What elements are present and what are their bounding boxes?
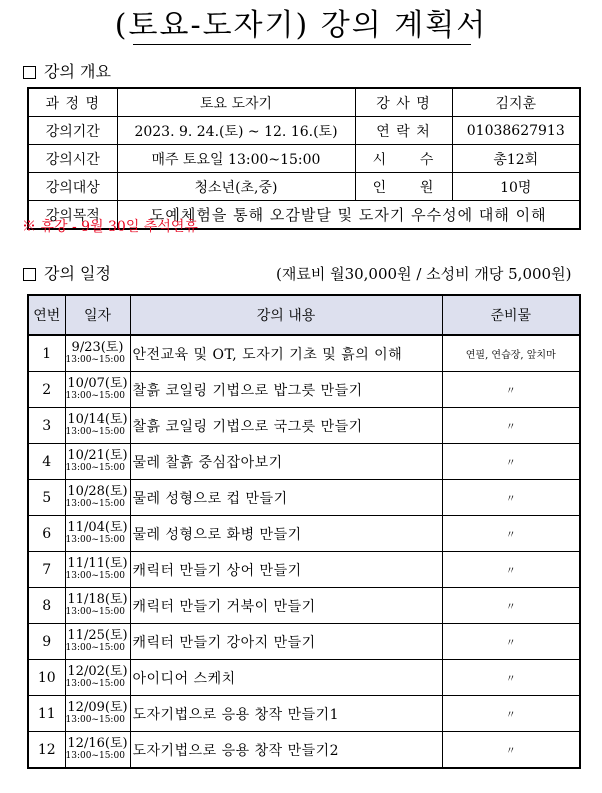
table-row — [28, 408, 580, 444]
row-number: 12 — [28, 732, 65, 769]
course-label: 과 정 명 — [28, 88, 117, 117]
row-date: 12/16(토) — [67, 735, 128, 751]
row-number: 8 — [28, 588, 65, 624]
fees-note: (재료비 월30,000원 / 소성비 개당 5,000원) — [276, 265, 572, 283]
row-date: 10/07(토) — [67, 375, 128, 391]
row-materials: 〃 — [442, 588, 580, 624]
column-header-content: 강의 내용 — [130, 295, 442, 335]
holiday-notice: ※ 휴강 - 9월 30일 추석연휴 — [22, 219, 198, 235]
row-time: 13:00~15:00 — [65, 750, 125, 761]
course-value: 토요 도자기 — [117, 88, 355, 117]
row-materials: 〃 — [442, 408, 580, 444]
row-date: 11/11(토) — [67, 555, 128, 571]
row-time: 13:00~15:00 — [65, 498, 125, 509]
row-content: 물레 찰흙 중심잡아보기 — [130, 444, 442, 480]
overview-heading — [23, 62, 111, 82]
title-underline — [133, 44, 471, 45]
table-row — [28, 88, 580, 117]
goal-label: 강의목적 — [28, 201, 117, 230]
row-date-cell — [65, 372, 130, 408]
contact-label: 연 락 처 — [355, 117, 452, 145]
row-time: 13:00~15:00 — [65, 642, 125, 653]
row-number: 11 — [28, 696, 65, 732]
table-row — [28, 588, 580, 624]
row-content: 찰흙 코일링 기법으로 밥그릇 만들기 — [130, 372, 442, 408]
row-date: 10/14(토) — [67, 411, 128, 427]
row-date: 11/18(토) — [67, 591, 128, 607]
row-content: 아이디어 스케치 — [130, 660, 442, 696]
table-row — [28, 696, 580, 732]
row-date-cell — [65, 480, 130, 516]
row-date-cell — [65, 624, 130, 660]
row-time: 13:00~15:00 — [65, 570, 125, 581]
row-date: 12/02(토) — [67, 663, 128, 679]
row-number: 4 — [28, 444, 65, 480]
contact-value: 01038627913 — [452, 117, 580, 145]
row-date: 11/25(토) — [67, 627, 128, 643]
row-time: 13:00~15:00 — [65, 354, 125, 365]
row-content: 도자기법으로 응용 창작 만들기1 — [130, 696, 442, 732]
row-number: 10 — [28, 660, 65, 696]
goal-value: 도예체험을 통해 오감발달 및 도자기 우수성에 대해 이해 — [117, 201, 580, 230]
table-row — [28, 516, 580, 552]
row-time: 13:00~15:00 — [65, 462, 125, 473]
row-number: 6 — [28, 516, 65, 552]
table-row — [28, 444, 580, 480]
row-materials: 〃 — [442, 696, 580, 732]
sessions-label: 시 수 — [355, 145, 452, 173]
column-header-materials: 준비물 — [442, 295, 580, 335]
overview-heading-label: 강의 개요 — [44, 62, 111, 81]
time-value: 매주 토요일 13:00~15:00 — [117, 145, 355, 173]
period-label: 강의기간 — [28, 117, 117, 145]
row-materials: 〃 — [442, 660, 580, 696]
capacity-label: 인 원 — [355, 173, 452, 201]
target-value: 청소년(초,중) — [117, 173, 355, 201]
row-content: 물레 성형으로 화병 만들기 — [130, 516, 442, 552]
row-time: 13:00~15:00 — [65, 714, 125, 725]
row-date-cell — [65, 588, 130, 624]
row-content: 도자기법으로 응용 창작 만들기2 — [130, 732, 442, 769]
table-row — [28, 624, 580, 660]
row-date-cell — [65, 696, 130, 732]
table-row — [28, 660, 580, 696]
row-time: 13:00~15:00 — [65, 390, 125, 401]
table-row — [28, 552, 580, 588]
row-date-cell — [65, 516, 130, 552]
column-header-date: 일자 — [65, 295, 130, 335]
row-content: 캐릭터 만들기 상어 만들기 — [130, 552, 442, 588]
table-row — [28, 372, 580, 408]
table-row — [28, 732, 580, 769]
column-header-number: 연번 — [28, 295, 65, 335]
row-date-cell — [65, 444, 130, 480]
row-materials: 〃 — [442, 624, 580, 660]
row-date-cell — [65, 552, 130, 588]
overview-table — [27, 87, 581, 230]
target-label: 강의대상 — [28, 173, 117, 201]
schedule-heading-label: 강의 일정 — [44, 264, 111, 283]
instructor-label: 강 사 명 — [355, 88, 452, 117]
page-title: (토요-도자기) 강의 계획서 — [114, 8, 488, 43]
row-materials: 연필, 연습장, 앞치마 — [442, 335, 580, 372]
row-date-cell — [65, 660, 130, 696]
row-time: 13:00~15:00 — [65, 606, 125, 617]
checkbox-icon — [23, 268, 36, 281]
table-header-row — [28, 295, 580, 335]
row-materials: 〃 — [442, 732, 580, 769]
row-materials: 〃 — [442, 444, 580, 480]
period-value: 2023. 9. 24.(토) ~ 12. 16.(토) — [117, 117, 355, 145]
capacity-value: 10명 — [452, 173, 580, 201]
table-row — [28, 173, 580, 201]
row-materials: 〃 — [442, 372, 580, 408]
row-materials: 〃 — [442, 516, 580, 552]
row-date-cell — [65, 408, 130, 444]
row-number: 2 — [28, 372, 65, 408]
row-time: 13:00~15:00 — [65, 534, 125, 545]
row-content: 안전교육 및 OT, 도자기 기초 및 흙의 이해 — [130, 335, 442, 372]
table-row — [28, 117, 580, 145]
table-row — [28, 335, 580, 372]
row-number: 3 — [28, 408, 65, 444]
row-content: 캐릭터 만들기 강아지 만들기 — [130, 624, 442, 660]
row-date-cell — [65, 732, 130, 769]
row-content: 캐릭터 만들기 거북이 만들기 — [130, 588, 442, 624]
row-content: 물레 성형으로 컵 만들기 — [130, 480, 442, 516]
sessions-value: 총12회 — [452, 145, 580, 173]
time-label: 강의시간 — [28, 145, 117, 173]
checkbox-icon — [23, 66, 36, 79]
row-materials: 〃 — [442, 480, 580, 516]
row-date: 12/09(토) — [67, 699, 128, 715]
row-time: 13:00~15:00 — [65, 426, 125, 437]
schedule-heading — [23, 264, 111, 284]
row-date-cell — [65, 335, 130, 372]
table-row — [28, 480, 580, 516]
row-content: 찰흙 코일링 기법으로 국그릇 만들기 — [130, 408, 442, 444]
row-date: 11/04(토) — [67, 519, 128, 535]
instructor-value: 김지훈 — [452, 88, 580, 117]
row-date: 10/28(토) — [67, 483, 128, 499]
row-materials: 〃 — [442, 552, 580, 588]
row-number: 9 — [28, 624, 65, 660]
row-number: 7 — [28, 552, 65, 588]
table-row — [28, 145, 580, 173]
row-date: 9/23(토) — [71, 339, 124, 355]
row-date: 10/21(토) — [67, 447, 128, 463]
row-number: 1 — [28, 335, 65, 372]
schedule-table — [27, 294, 581, 769]
row-number: 5 — [28, 480, 65, 516]
row-time: 13:00~15:00 — [65, 678, 125, 689]
